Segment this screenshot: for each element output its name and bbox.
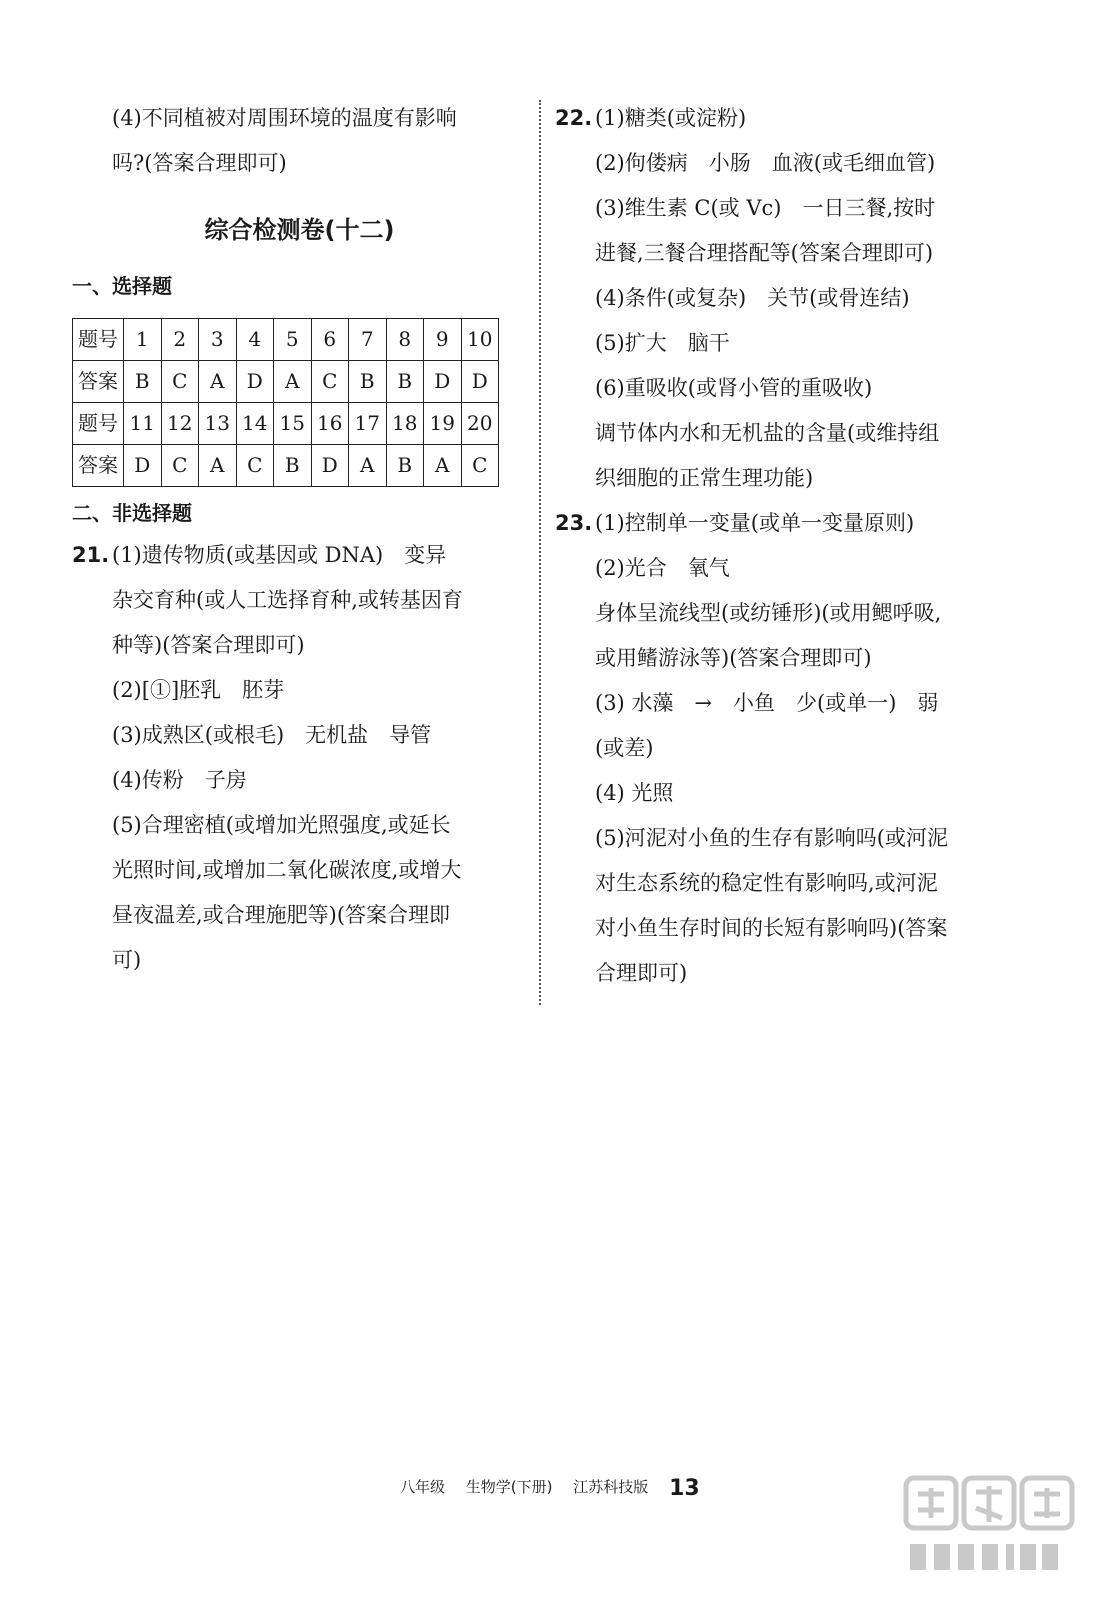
answer-line: (4)传粉 子房 [112,768,247,792]
table-cell: 4 [236,319,274,361]
table-cell: 5 [274,319,312,361]
table-cell: 15 [274,403,312,445]
table-cell: 16 [311,403,349,445]
table-cell: C [161,445,199,487]
table-row [73,403,499,445]
table-cell: 19 [424,403,462,445]
section-heading-nonchoice: 二、非选择题 [72,501,192,525]
table-cell: A [349,445,387,487]
answer-line: (2)光合 氧气 [595,556,730,580]
table-cell: 1 [124,319,162,361]
question-number: 21. [72,543,110,567]
page-footer [400,1476,716,1501]
answer-line: (3)维生素 C(或 Vc) 一日三餐,按时 [595,196,936,220]
table-row [73,319,499,361]
table-cell: 9 [424,319,462,361]
table-cell: 18 [386,403,424,445]
table-cell: D [124,445,162,487]
table-cell: A [424,445,462,487]
watermark-logo-icon [900,1470,1080,1580]
table-cell: B [349,361,387,403]
answer-line: (3) 水藻 → 小鱼 少(或单一) 弱 [595,691,939,715]
page-title: 综合检测卷(十二) [204,216,395,244]
answer-line: (1)糖类(或淀粉) [595,106,747,130]
footer-edition: 江苏科技版 [573,1478,649,1496]
table-cell: D [424,361,462,403]
footer-grade: 八年级 [400,1478,446,1496]
section-heading-choice: 一、选择题 [72,274,172,298]
table-cell: D [236,361,274,403]
table-cell: 6 [311,319,349,361]
answer-line: 进餐,三餐合理搭配等(答案合理即可) [595,241,934,265]
table-cell: B [124,361,162,403]
table-cell: C [236,445,274,487]
table-cell: 20 [461,403,499,445]
table-cell: 2 [161,319,199,361]
table-cell: 14 [236,403,274,445]
table-cell: A [274,361,312,403]
table-row [73,361,499,403]
answer-line: 身体呈流线型(或纺锤形)(或用鳃呼吸, [595,601,942,625]
answer-line: 光照时间,或增加二氧化碳浓度,或增大 [112,858,462,882]
table-header-cell: 答案 [73,361,124,403]
answer-line: 可) [112,948,142,972]
answer-line: 杂交育种(或人工选择育种,或转基因育 [112,588,463,612]
answer-line: (5)河泥对小鱼的生存有影响吗(或河泥 [595,826,948,850]
answer-line: (1)控制单一变量(或单一变量原则) [595,511,915,535]
right-column [555,96,1025,996]
table-cell: 11 [124,403,162,445]
page-number: 13 [669,1476,700,1501]
answer-line: (2)[①]胚乳 胚芽 [112,678,285,702]
question-22 [555,96,1025,501]
column-divider [539,100,541,1005]
table-cell: B [386,445,424,487]
answer-line: 种等)(答案合理即可) [112,633,305,657]
answer-table [72,318,499,487]
question-21 [72,533,527,983]
table-cell: 17 [349,403,387,445]
footer-subject: 生物学(下册) [465,1478,553,1496]
answer-line: 昼夜温差,或合理施肥等)(答案合理即 [112,903,451,927]
table-header-cell: 题号 [73,403,124,445]
question-23 [555,501,1025,996]
answer-line: 织细胞的正常生理功能) [595,466,814,490]
intro-line: (4)不同植被对周围环境的温度有影响 [112,106,457,130]
table-cell: A [199,361,237,403]
answer-line: 对生态系统的稳定性有影响吗,或河泥 [595,871,938,895]
table-header-cell: 答案 [73,445,124,487]
answer-line: (2)佝偻病 小肠 血液(或毛细血管) [595,151,936,175]
table-cell: C [311,361,349,403]
table-cell: D [311,445,349,487]
table-cell: 7 [349,319,387,361]
answer-line: (3)成熟区(或根毛) 无机盐 导管 [112,723,432,747]
answer-line: (4) 光照 [595,781,674,805]
table-row [73,445,499,487]
answer-line: (5)扩大 脑干 [595,331,730,355]
answer-line: (6)重吸收(或肾小管的重吸收) [595,376,873,400]
table-cell: B [274,445,312,487]
left-column [72,96,527,983]
answer-line: 或用鳍游泳等)(答案合理即可) [595,646,872,670]
answer-line: (5)合理密植(或增加光照强度,或延长 [112,813,451,837]
table-cell: 13 [199,403,237,445]
question-number: 23. [555,511,593,535]
table-cell: 3 [199,319,237,361]
intro-line: 吗?(答案合理即可) [112,151,287,175]
table-cell: 8 [386,319,424,361]
answer-line: (4)条件(或复杂) 关节(或骨连结) [595,286,910,310]
question-number: 22. [555,106,593,130]
table-cell: 10 [461,319,499,361]
table-cell: A [199,445,237,487]
answer-line: 调节体内水和无机盐的含量(或维持组 [595,421,940,445]
table-cell: D [461,361,499,403]
answer-line: (1)遗传物质(或基因或 DNA) 变异 [112,543,447,567]
answer-line: (或差) [595,736,654,760]
answer-line: 合理即可) [595,961,688,985]
answer-line: 对小鱼生存时间的长短有影响吗)(答案 [595,916,948,940]
table-cell: B [386,361,424,403]
table-cell: 12 [161,403,199,445]
table-cell: C [161,361,199,403]
table-cell: C [461,445,499,487]
table-header-cell: 题号 [73,319,124,361]
